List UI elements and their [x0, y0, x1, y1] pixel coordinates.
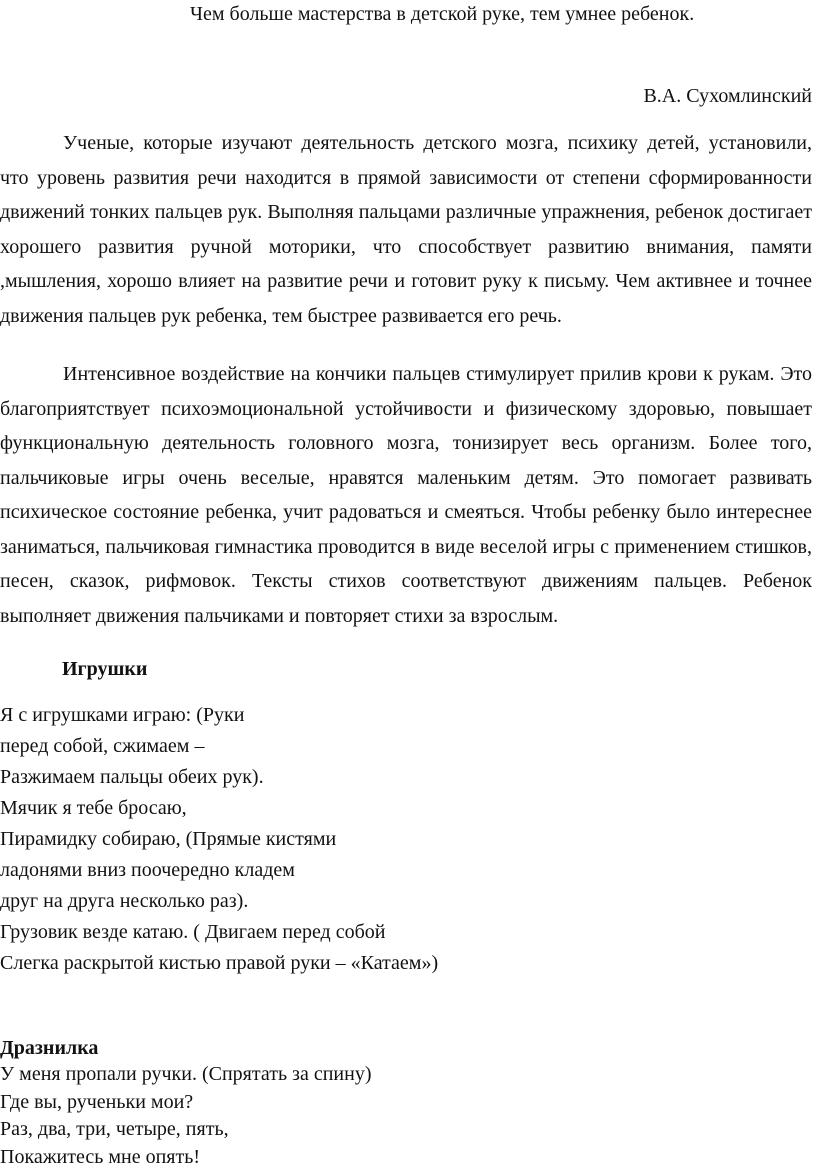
poem-line: Мячик я тебе бросаю,: [0, 793, 438, 824]
paragraph-1: Ученые, которые изучают деятельность детского мозга, психику детей, установили, что уровень развития речи находится в прямой зависимости от степени сформированности движений тонких пальцев рук. Выполняя пальцами различные упражнения, ребенок достигает хорошего развития ручной моторики, что способствует развитию внимания, памяти ,мышления, хорошо влияет на развитие речи и готовит руку к письму. Чем активнее и точнее движения пальцев рук ребенка, тем быстрее развивается его речь.: [0, 126, 812, 333]
paragraph-2: Интенсивное воздействие на кончики пальцев стимулирует прилив крови к рукам. Это благоприятствует психоэмоциональной устойчивости и физическому здоровью, повышает функциональную деятельность головного мозга, тонизирует весь организм. Более того, пальчиковые игры очень веселые, нравятся маленьким детям. Это помогает развивать психическое состояние ребенка, учит радоваться и смеяться. Чтобы ребенку было интереснее заниматься, пальчиковая гимнастика проводится в виде веселой игры с применением стишков, песен, сказок, рифмовок. Тексты стихов соответствуют движениям пальцев. Ребенок выполняет движения пальчиками и повторяет стихи за взрослым.: [0, 357, 812, 633]
poem-line: друг на друга несколько раз).: [0, 886, 438, 917]
poem-line: ладонями вниз поочередно кладем: [0, 855, 438, 886]
poem-line: Слегка раскрытой кистью правой руки – «Катаем»): [0, 948, 438, 979]
poem-teaser: [0, 1061, 371, 1171]
poem-line: Разжимаем пальцы обеих рук).: [0, 762, 438, 793]
poem-line: Я с игрушками играю: (Руки: [0, 700, 438, 731]
poem-line: Раз, два, три, четыре, пять,: [0, 1116, 371, 1144]
epigraph-author: В.А. Сухомлинский: [643, 84, 812, 108]
poem-title-teaser: Дразнилка: [0, 1036, 98, 1060]
poem-line: У меня пропали ручки. (Спрятать за спину): [0, 1061, 371, 1089]
poem-title-toys: Игрушки: [62, 657, 147, 681]
poem-toys: [0, 700, 438, 979]
poem-line: Пирамидку собираю, (Прямые кистями: [0, 824, 438, 855]
poem-line: Грузовик везде катаю. ( Двигаем перед собой: [0, 917, 438, 948]
poem-line: Где вы, рученьки мои?: [0, 1089, 371, 1117]
epigraph-quote: Чем больше мастерства в детской руке, тем умнее ребенок.: [190, 2, 694, 26]
poem-line: Покажитесь мне опять!: [0, 1144, 371, 1171]
poem-line: перед собой, сжимаем –: [0, 731, 438, 762]
